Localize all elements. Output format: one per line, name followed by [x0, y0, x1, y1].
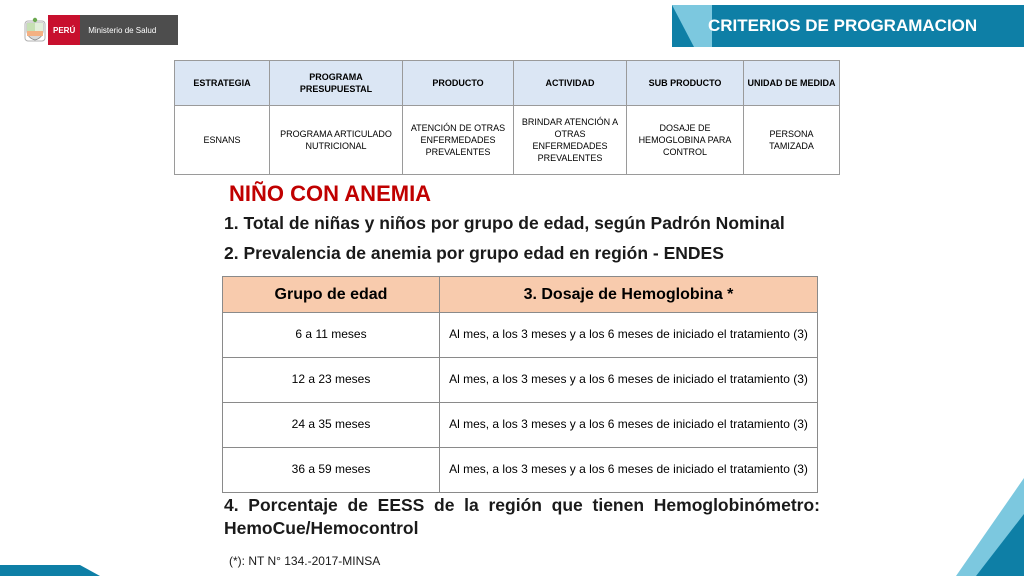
criteria-header-cell: UNIDAD DE MEDIDA: [744, 61, 840, 106]
criteria-header-row: [175, 61, 840, 106]
criteria-header-cell: ACTIVIDAD: [514, 61, 627, 106]
dosage-cell: Al mes, a los 3 meses y a los 6 meses de iniciado el tratamiento (3): [440, 403, 818, 448]
dosage-cell: Al mes, a los 3 meses y a los 6 meses de iniciado el tratamiento (3): [440, 358, 818, 403]
dosage-header-cell: 3. Dosaje de Hemoglobina *: [440, 277, 818, 313]
criteria-cell: ATENCIÓN DE OTRAS ENFERMEDADES PREVALENTES: [403, 106, 514, 175]
age-cell: 12 a 23 meses: [223, 358, 440, 403]
decor-bottom-left: [0, 565, 100, 576]
table-row: [223, 403, 818, 448]
age-header-row: [223, 277, 818, 313]
age-table: [222, 276, 818, 493]
dosage-cell: Al mes, a los 3 meses y a los 6 meses de iniciado el tratamiento (3): [440, 448, 818, 493]
banner-title: CRITERIOS DE PROGRAMACION: [708, 16, 978, 35]
logo-country: PERÚ: [48, 15, 80, 45]
criteria-cell: DOSAJE DE HEMOGLOBINA PARA CONTROL: [627, 106, 744, 175]
ministry-logo: [22, 15, 178, 45]
age-header-cell: Grupo de edad: [223, 277, 440, 313]
table-row: [223, 358, 818, 403]
table-row: [223, 313, 818, 358]
item-1-text: 1. Total de niñas y niños por grupo de edad, según Padrón Nominal: [224, 213, 785, 233]
criteria-header-cell: SUB PRODUCTO: [627, 61, 744, 106]
criteria-cell: ESNANS: [175, 106, 270, 175]
peru-crest-icon: [22, 15, 48, 45]
item-2-text: 2. Prevalencia de anemia por grupo edad en región - ENDES: [224, 243, 724, 263]
criteria-header-cell: ESTRATEGIA: [175, 61, 270, 106]
logo-ministry: Ministerio de Salud: [80, 15, 178, 45]
age-cell: 6 a 11 meses: [223, 313, 440, 358]
age-cell: 36 a 59 meses: [223, 448, 440, 493]
criteria-header-cell: PROGRAMA PRESUPUESTAL: [270, 61, 403, 106]
criteria-row: [175, 106, 840, 175]
criteria-table: [174, 60, 840, 175]
dosage-cell: Al mes, a los 3 meses y a los 6 meses de iniciado el tratamiento (3): [440, 313, 818, 358]
criteria-cell: PERSONA TAMIZADA: [744, 106, 840, 175]
age-cell: 24 a 35 meses: [223, 403, 440, 448]
section-title: NIÑO CON ANEMIA: [229, 181, 432, 206]
criteria-header-cell: PRODUCTO: [403, 61, 514, 106]
table-row: [223, 448, 818, 493]
header-banner: [672, 5, 1024, 47]
footnote: (*): NT N° 134.-2017-MINSA: [229, 554, 381, 568]
criteria-cell: BRINDAR ATENCIÓN A OTRAS ENFERMEDADES PREVALENTES: [514, 106, 627, 175]
item-4-text: 4. Porcentaje de EESS de la región que tienen Hemoglobinómetro: HemoCue/Hemocontrol: [224, 495, 820, 538]
criteria-cell: PROGRAMA ARTICULADO NUTRICIONAL: [270, 106, 403, 175]
